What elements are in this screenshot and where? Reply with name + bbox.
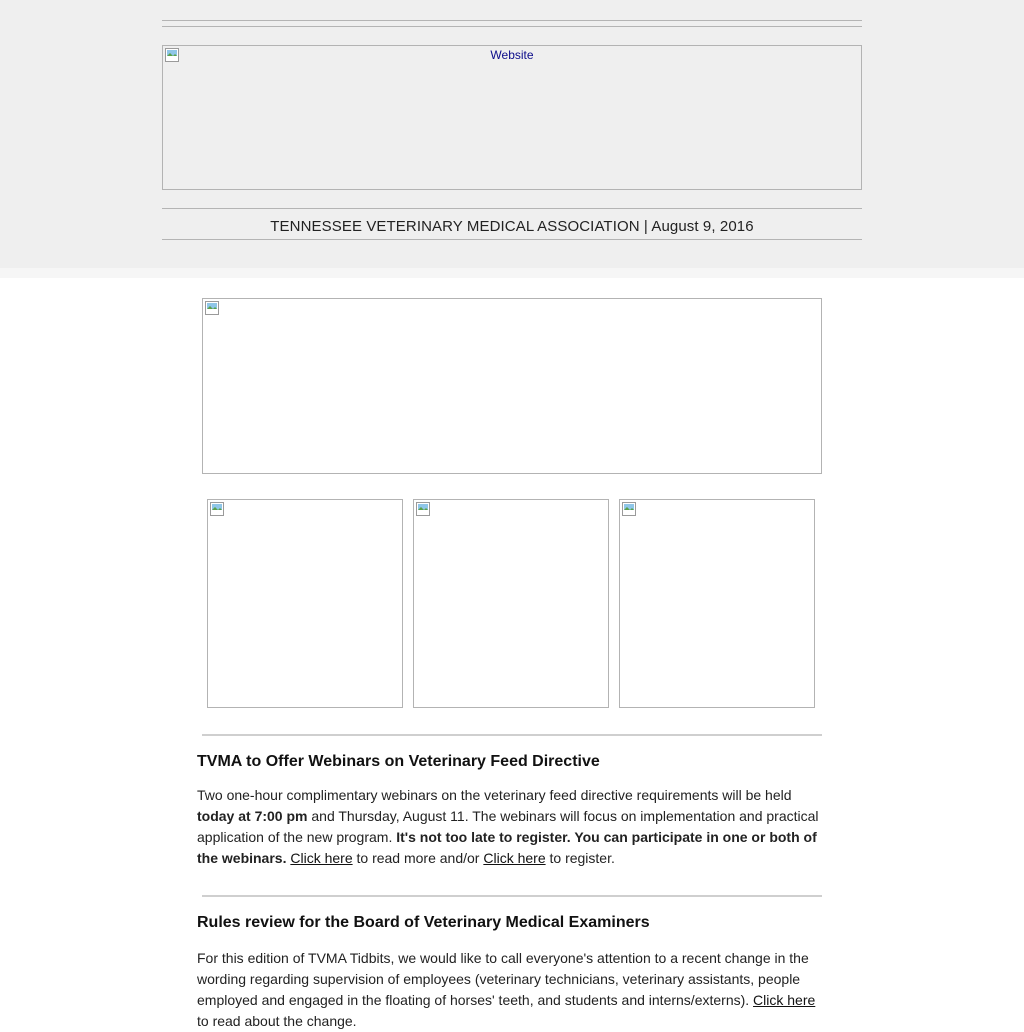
article-body (197, 948, 827, 1032)
masthead-divider-bottom (162, 239, 862, 240)
article-rules-review (197, 914, 827, 1032)
article-webinars (197, 753, 827, 869)
tile-image-2[interactable] (413, 499, 609, 708)
section-divider-2 (202, 895, 822, 897)
read-more-link[interactable]: Click here (290, 850, 353, 866)
body-text: to register. (545, 850, 615, 866)
register-link[interactable]: Click here (483, 850, 546, 866)
body-bold-time: today at 7:00 pm (197, 808, 308, 824)
header-strip (0, 268, 1024, 278)
section-divider-1 (202, 734, 822, 736)
rules-change-link[interactable]: Click here (753, 992, 816, 1008)
article-title: Rules review for the Board of Veterinary Medical Examiners (197, 914, 650, 931)
top-divider-2 (162, 26, 862, 27)
masthead: TENNESSEE VETERINARY MEDICAL ASSOCIATION | August 9, 2016 (270, 218, 754, 235)
top-divider-1 (162, 20, 862, 21)
broken-image-icon (621, 501, 637, 517)
body-text: and Thursday, August 11. The webinars will focus on implementation and practical application of the new program. (197, 808, 819, 845)
body-text: to read about the change. (197, 1013, 357, 1029)
body-text: Two one-hour complimentary webinars on the veterinary feed directive requirements will be held (197, 787, 792, 803)
article-title: TVMA to Offer Webinars on Veterinary Feed Directive (197, 753, 600, 770)
body-text: to read more and/or (352, 850, 484, 866)
broken-image-icon (204, 300, 220, 316)
broken-image-icon (209, 501, 225, 517)
website-banner-image[interactable] (162, 45, 862, 190)
feature-image[interactable] (202, 298, 822, 474)
broken-image-icon (415, 501, 431, 517)
masthead-divider-top (162, 208, 862, 209)
banner-alt-text: Website (490, 48, 534, 62)
tile-image-1[interactable] (207, 499, 403, 708)
body-bold-register-note: It's not too late to register. You can participate in one or both of the webinars. (197, 829, 817, 866)
body-text: For this edition of TVMA Tidbits, we would like to call everyone's attention to a recent change in the wording regarding supervision of employees (veterinary technicians, veterinary assistants, people employed and engaged in the floating of horses' teeth, and students and interns/externs). (197, 950, 809, 1008)
tile-image-3[interactable] (619, 499, 815, 708)
article-body (197, 785, 827, 869)
